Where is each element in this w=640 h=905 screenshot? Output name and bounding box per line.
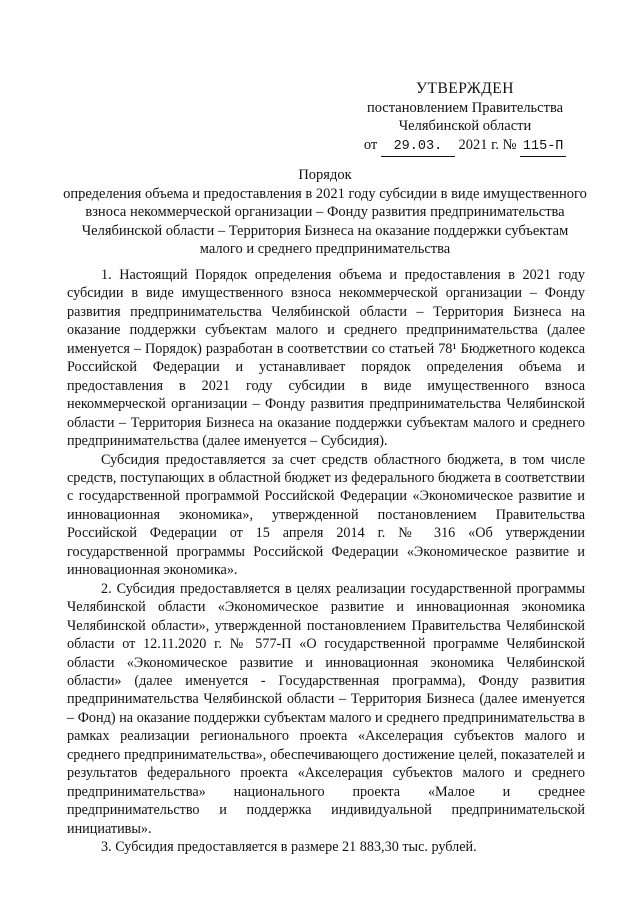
approval-line-1: постановлением Правительства — [366, 99, 564, 116]
order-title: Порядок — [298, 167, 352, 183]
approval-date-line — [360, 136, 570, 158]
order-heading — [60, 166, 590, 259]
approval-stamp — [360, 80, 570, 157]
date-year: 2021 г. № — [458, 136, 517, 153]
approval-title: УТВЕРЖДЕН — [416, 80, 514, 97]
paragraph-3: 2. Субсидия предоставляется в целях реализации государственной программы Челябинской области «Экономическое развитие и инновационная экономика Челябинской области», утвержденной постановлением Правительства Челябинской области от 12.11.2020 г. № 577-П «О государственной программе Челябинской области «Экономическое развитие и инновационная экономика Челябинской области» (далее именуется - Государственная программа), Фонду развития предпринимательства Челябинской области – Территория Бизнеса (далее именуется – Фонд) на оказание поддержки субъектам малого и среднего предпринимательства в рамках реализации регионального проекта «Акселерация субъектов малого и среднего предпринимательства», обеспечивающего достижение целей, показателей и результатов федерального проекта «Акселерация субъектов малого и среднего предпринимательства» национального проекта «Малое и среднее предпринимательство и поддержка индивидуальной предпринимательской инициативы». — [67, 580, 585, 837]
handwritten-date: 29.03. — [381, 138, 455, 158]
paragraph-4: 3. Субсидия предоставляется в размере 21 883,30 тыс. рублей. — [101, 839, 477, 856]
date-prefix: от — [363, 136, 378, 153]
paragraph-2: Субсидия предоставляется за счет средств областного бюджета, в том числе средств, поступающих в областной бюджет из федерального бюджета в соответствии с государственной программой Российской Федерации «Экономическое развитие и инновационная экономика», утвержденной постановлением Правительства Российской Федерации от 15 апреля 2014 г. № 316 «Об утверждении государственной программы Российской Федерации «Экономическое развитие и инновационная экономика». — [67, 451, 585, 579]
paragraph-1: 1. Настоящий Порядок определения объема и предоставления в 2021 году субсидии в виде имущественного взноса некоммерческой организации – Фонду развития предпринимательства Челябинской области – Территория Бизнеса на оказание поддержки субъектам малого и среднего предпринимательства (далее именуется – Порядок) разработан в соответствии со статьей 78¹ Бюджетного кодекса Российской Федерации и устанавливает порядок определения объема и предоставления в 2021 году субсидии в виде имущественного взноса некоммерческой организации – Фонду развития предпринимательства Челябинской области – Территория Бизнеса на оказание поддержки субъектам малого и среднего предпринимательства (далее именуется – Субсидия). — [67, 267, 585, 450]
order-subtitle: определения объема и предоставления в 2021 году субсидии в виде имущественного взноса некоммерческой организации – Фонду развития предпринимательства Челябинской области – Территория Бизнеса на оказание поддержки субъектам малого и среднего предпринимательства — [63, 185, 587, 257]
approval-line-2: Челябинской области — [398, 118, 532, 135]
document-body — [67, 266, 585, 857]
handwritten-number: 115-П — [520, 138, 566, 158]
